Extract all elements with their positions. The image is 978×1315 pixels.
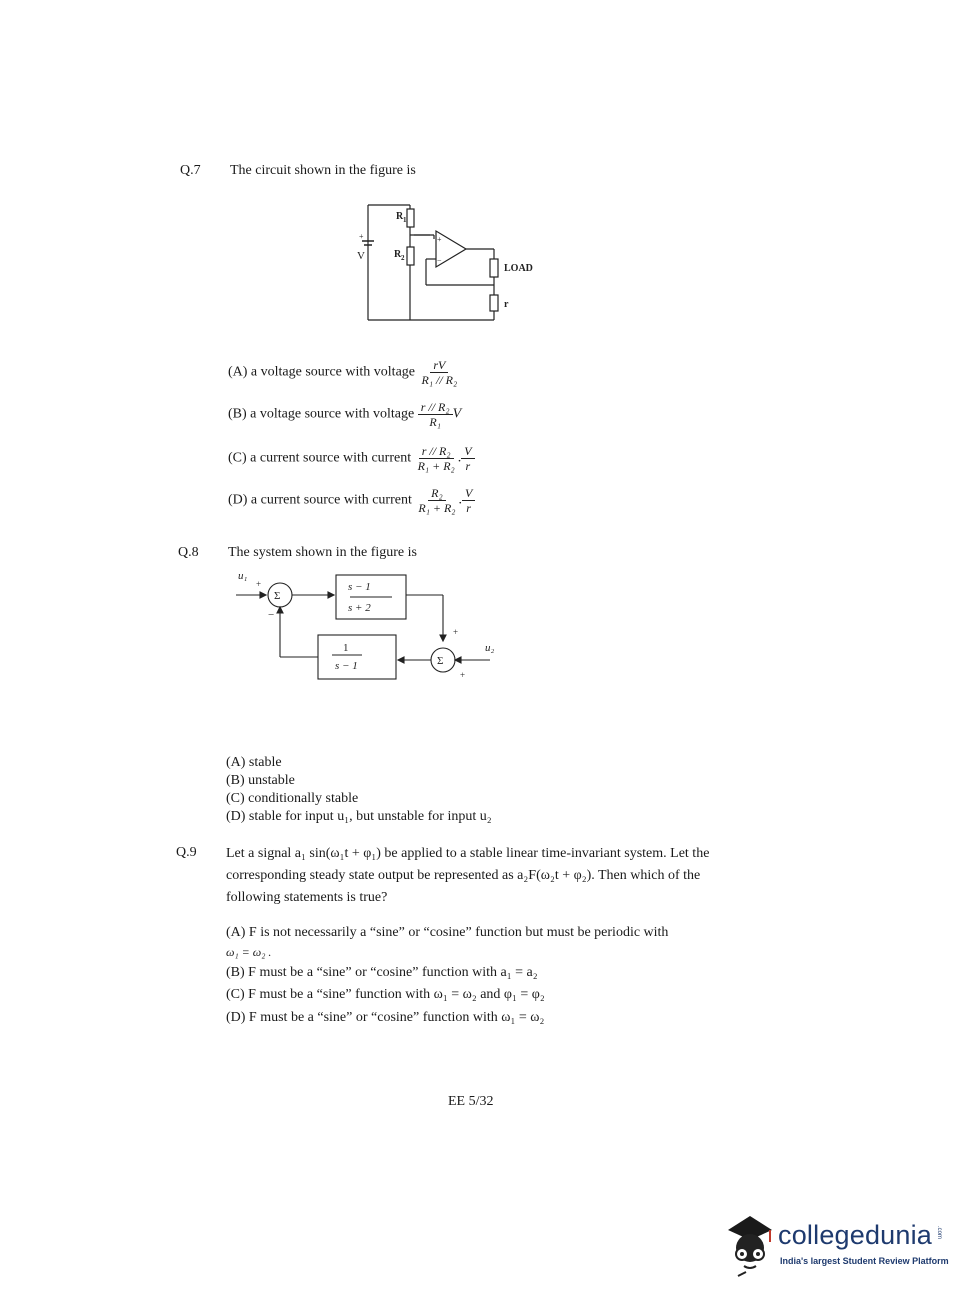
q9-option-b: (B) F must be a “sine” or “cosine” function with a₁ = a₂ bbox=[226, 965, 538, 980]
r2-label: R bbox=[394, 249, 402, 260]
feedback-num: 1 bbox=[343, 642, 349, 654]
u2-label: u₂ bbox=[485, 642, 495, 654]
battery-plus: + bbox=[359, 232, 364, 241]
q7-option-a: (A) a voltage source with voltage $\frac{rV}{\text{R₁ // R₂}}$ bbox=[228, 358, 458, 387]
r1-label: R bbox=[396, 211, 404, 222]
q9-option-a-cont: ω₁ = ω₂ . bbox=[226, 945, 272, 959]
q8-option-d: (D) stable for input u₁, but unstable for input u₂ bbox=[226, 809, 492, 824]
q8-option-c: (C) conditionally stable bbox=[226, 791, 359, 806]
q8-question: The system shown in the figure is bbox=[228, 545, 417, 560]
r1-resistor bbox=[407, 209, 414, 227]
q7-circuit-figure bbox=[350, 195, 550, 325]
summer2-plus-bottom: + bbox=[460, 670, 466, 680]
opamp-minus: − bbox=[437, 256, 442, 265]
logo-mascot-icon bbox=[720, 1212, 780, 1280]
q7-option-d: (D) a current source with current $\frac{\text{R₂}}{\text{R₁ + R₂}}$ . $\frac{V}{r}$ bbox=[228, 486, 475, 515]
q9-line-1: Let a signal a₁ sin(ω₁t + φ₁) be applied to a stable linear time-invariant system. Let the bbox=[226, 846, 710, 861]
q8-block-diagram bbox=[228, 565, 528, 695]
feedback-den: s − 1 bbox=[335, 660, 358, 672]
load-box bbox=[490, 259, 498, 277]
forward-den: s + 2 bbox=[348, 602, 371, 614]
q9-line-2: corresponding steady state output be represented as a₂F(ω₂t + φ₂). Then which of the bbox=[226, 868, 701, 883]
r-resistor bbox=[490, 295, 498, 311]
logo-name: collegedunia bbox=[778, 1220, 933, 1250]
q9-line-3: following statements is true? bbox=[226, 890, 388, 905]
q8-option-a: (A) stable bbox=[226, 755, 282, 770]
u1-label: u₁ bbox=[238, 570, 248, 582]
q7-option-c: (C) a current source with current $\frac{\text{r // R₂}}{\text{R₁ + R₂}}$ . $\frac{V}{r}$ bbox=[228, 444, 475, 473]
r1-sub: 1 bbox=[403, 216, 407, 224]
collegedunia-logo bbox=[720, 1208, 960, 1288]
q8-option-b: (B) unstable bbox=[226, 773, 295, 788]
forward-num: s − 1 bbox=[348, 581, 371, 593]
q9-option-c: (C) F must be a “sine” function with ω₁ = ω₂ and φ₁ = φ₂ bbox=[226, 987, 545, 1002]
feedback-block bbox=[318, 635, 396, 679]
opamp-plus: + bbox=[437, 235, 442, 244]
q9-option-a: (A) F is not necessarily a “sine” or “cosine” function but must be periodic with bbox=[226, 925, 669, 940]
page-number: EE 5/32 bbox=[448, 1094, 494, 1109]
q8-number: Q.8 bbox=[178, 545, 199, 560]
load-label: LOAD bbox=[504, 263, 533, 274]
summer2-sigma: Σ bbox=[437, 655, 444, 667]
r2-resistor bbox=[407, 247, 414, 265]
summer1-sigma: Σ bbox=[274, 590, 281, 602]
r2-sub: 2 bbox=[401, 254, 405, 262]
v-label: V bbox=[357, 250, 365, 262]
summer2-plus-top: + bbox=[453, 627, 459, 637]
logo-com: .com bbox=[936, 1226, 942, 1240]
q7-option-b: (B) a voltage source with voltage $\frac{\text{r // R₂}}{\text{R₁}}$ V bbox=[228, 400, 462, 429]
logo-tagline: India's largest Student Review Platform bbox=[780, 1256, 949, 1266]
q7-number: Q.7 bbox=[180, 163, 201, 178]
q9-question bbox=[226, 843, 766, 909]
r-label: r bbox=[504, 299, 509, 310]
q9-option-d: (D) F must be a “sine” or “cosine” function with ω₁ = ω₂ bbox=[226, 1010, 545, 1025]
q9-number: Q.9 bbox=[176, 845, 197, 860]
summer1-plus: + bbox=[256, 579, 262, 589]
summer1-minus: − bbox=[268, 609, 275, 621]
q7-question: The circuit shown in the figure is bbox=[230, 163, 416, 178]
